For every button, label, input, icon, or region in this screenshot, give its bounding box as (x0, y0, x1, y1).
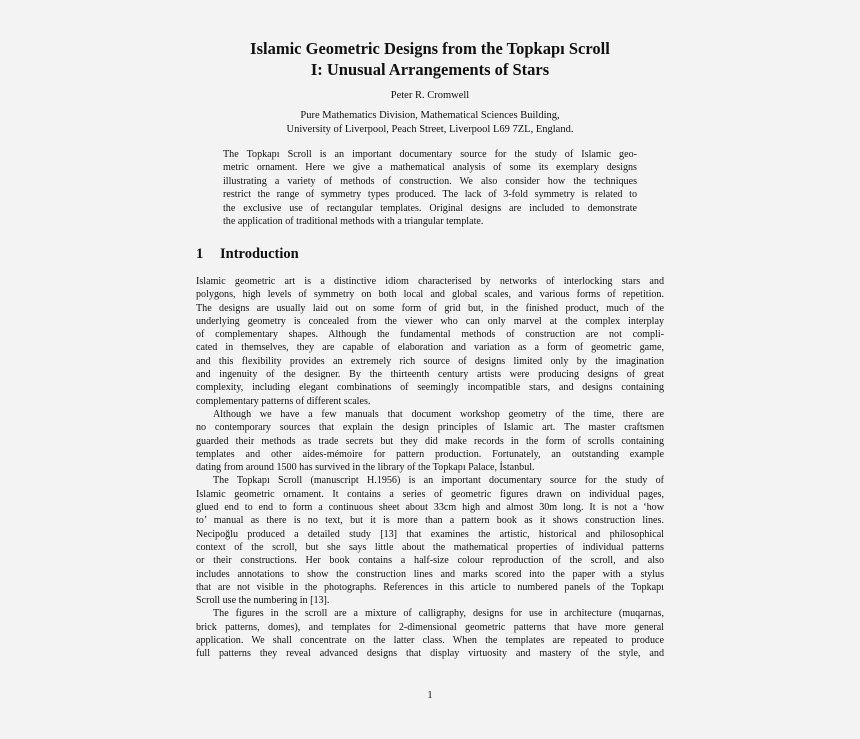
paragraph-line: Although we have a few manuals that document workshop geometry of the time, there are (213, 408, 664, 420)
paragraph-line: templates and other aides-mémoire for pattern production. Fortunately, an outstanding example (196, 448, 664, 460)
page-number: 1 (427, 690, 433, 701)
paragraph-line: Necipoğlu produced a detailed study [13] that examines the artistic, historical and philosophical (196, 528, 664, 540)
section-number: 1 (196, 246, 204, 262)
paragraph-3 (196, 474, 664, 607)
paragraph-2 (196, 408, 664, 474)
abstract-line: the exclusive use of rectangular templates. Original designs are included to demonstrate (223, 202, 637, 214)
paragraph-line: Islamic geometric art is a distinctive idiom characterised by networks of interlocking stars and (196, 276, 664, 287)
section-title: Introduction (220, 246, 299, 262)
abstract-line: the application of traditional methods with a triangular template. (223, 216, 484, 228)
affiliation-line-2: University of Liverpool, Peach Street, Liverpool L69 7ZL, England. (286, 124, 574, 135)
title-line-2: I: Unusual Arrangements of Stars (310, 60, 550, 79)
affiliation-line-1: Pure Mathematics Division, Mathematical Sciences Building, (300, 110, 560, 121)
paragraph-line: to’ manual as there is no text, but it is more than a pattern book as it shows construction lines. (196, 515, 664, 527)
paragraph-line: The designs are usually laid out on some form of grid but, in the finished product, much of the (196, 302, 664, 314)
paragraph-line: complexity, including elegant combinations of seemingly incompatible stars, and designs containing (196, 382, 664, 394)
abstract (223, 148, 637, 228)
paragraph-4 (196, 607, 664, 660)
paragraph-line: dating from around 1500 has survived in the library of the Topkapı Palace, İstanbul. (196, 462, 535, 474)
abstract-line: metric ornament. Here we give a mathematical analysis of some its exemplary designs (223, 162, 637, 174)
paragraph-line: Islamic geometric ornament. It contains a series of geometric figures drawn on individual pages, (196, 488, 664, 500)
paper-title (0, 38, 860, 80)
paragraph-line: The Topkapı Scroll (manuscript H.1956) is an important documentary source for the study of (213, 475, 664, 487)
abstract-line: illustrating a variety of methods of construction. We also consider how the techniques (223, 175, 637, 187)
title-line-1: Islamic Geometric Designs from the Topkapı Scroll (250, 39, 610, 58)
paragraph-line: includes annotations to show the construction lines and marks scored into the paper with a stylus (196, 568, 664, 580)
paragraph-line: glued end to end to form a continuous sheet about 33cm high and almost 30m long. It is not a ‘how (196, 502, 664, 514)
paragraph-1 (196, 275, 664, 408)
abstract-line: The Topkapı Scroll is an important documentary source for the study of Islamic geo- (223, 149, 637, 160)
paragraph-line: polygons, high levels of symmetry on both local and global scales, and various forms of repetition. (196, 289, 664, 301)
paragraph-line: and this flexibility provides an extremely rich source of designs limited only by the imagination (196, 355, 664, 367)
paragraph-line: cated in themselves, they are capable of elaboration and variation as a form of geometric game, (196, 342, 664, 354)
section-heading (196, 246, 299, 263)
paragraph-line: that are not visible in the photographs. References in this article to numbered panels of the Topkapı (196, 581, 664, 593)
paragraph-line: Scroll use the numbering in [13]. (196, 595, 330, 607)
paragraph-line: complementary patterns of different scales. (196, 395, 371, 407)
paragraph-line: The figures in the scroll are a mixture of calligraphy, designs for use in architecture (muqarnas, (213, 608, 664, 620)
author-name: Peter R. Cromwell (390, 90, 470, 101)
abstract-line: restrict the range of symmetry types produced. The lack of 3-fold symmetry is related to (223, 189, 637, 201)
body-text (196, 275, 664, 661)
paragraph-line: and ingenuity of the designer. By the thirteenth century artists were producing designs of great (196, 369, 664, 381)
paragraph-line: brick patterns, domes), and templates for 2-dimensional geometric patterns that have more general (196, 621, 664, 633)
paragraph-line: or their constructions. Her book contains a half-size colour reproduction of the scroll, and also (196, 555, 664, 567)
paragraph-line: application. We shall concentrate on the latter class. When the templates are repeated to produce (196, 635, 664, 647)
paragraph-line: underlying geometry is concealed from the viewer who can only marvel at the complex interplay (196, 315, 664, 327)
paragraph-line: guarded their methods as trade secrets but they did make records in the form of scrolls containing (196, 435, 664, 447)
paragraph-line: context of the scroll, but she says little about the mathematical properties of individual patterns (196, 541, 664, 553)
paragraph-line: full patterns they reveal advanced designs that display virtuosity and mastery of the style, and (196, 648, 664, 660)
paragraph-line: of complementary shapes. Although the fundamental methods of construction are not compli- (196, 329, 664, 341)
affiliation (0, 109, 860, 137)
paragraph-line: no contemporary sources that explain the design principles of Islamic art. The master craftsmen (196, 422, 664, 434)
